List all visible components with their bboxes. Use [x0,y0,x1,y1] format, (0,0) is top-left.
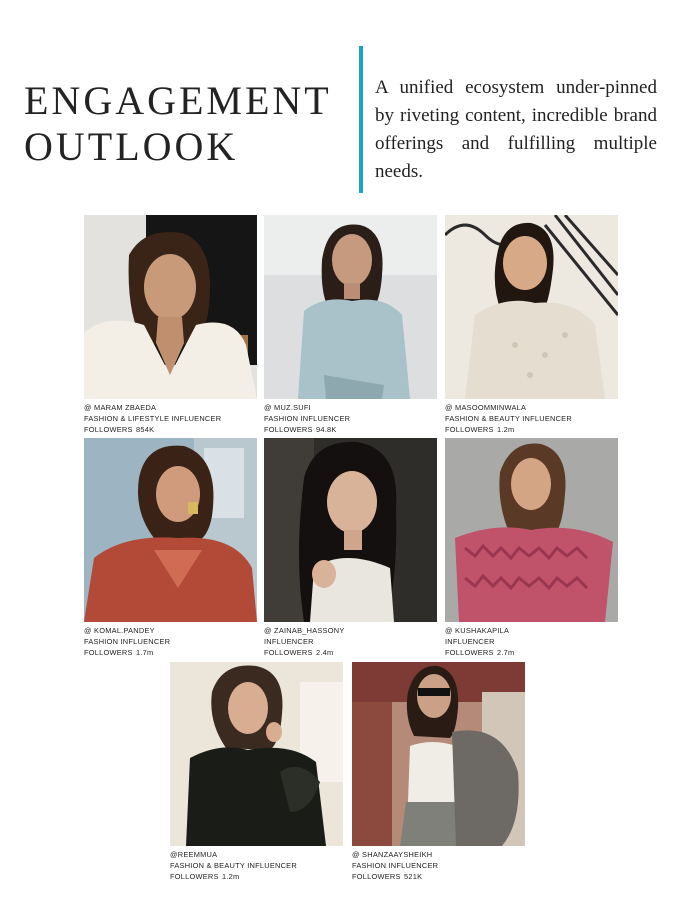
influencer-category: FASHION & LIFESTYLE INFLUENCER [84,414,222,423]
followers-count: 521K [404,872,423,881]
influencer-handle: @ KOMAL.PANDEY [84,626,155,635]
followers-label: FOLLOWERS [445,425,494,434]
influencer-card[interactable] [445,438,618,658]
influencer-photo[interactable] [84,438,257,622]
followers-count: 1.2m [497,425,515,434]
influencer-handle: @ MUZ.SUFI [264,403,311,412]
influencer-photo[interactable] [264,438,437,622]
influencer-card[interactable] [264,215,437,435]
followers-label: FOLLOWERS [264,425,313,434]
influencer-photo[interactable] [84,215,257,399]
tagline: A unified ecosystem under-pinned by riveting content, incredible brand offerings and fulfilling multiple needs. [375,77,657,182]
influencer-handle: @ MARAM ZBAEDA [84,403,157,412]
followers-label: FOLLOWERS [84,425,133,434]
followers-count: 2.7m [497,648,515,657]
influencer-category: FASHION INFLUENCER [352,861,439,870]
followers-label: FOLLOWERS [264,648,313,657]
followers-count: 854K [136,425,155,434]
accent-divider [359,46,363,193]
influencer-photo[interactable] [352,662,525,846]
influencer-category: INFLUENCER [445,637,495,646]
influencer-category: FASHION INFLUENCER [84,637,171,646]
influencer-category: FASHION INFLUENCER [264,414,351,423]
followers-count: 1.7m [136,648,154,657]
influencer-photo[interactable] [445,438,618,622]
influencer-handle: @ MASOOMMINWALA [445,403,527,412]
influencer-card[interactable] [170,662,343,882]
influencer-category: INFLUENCER [264,637,314,646]
influencer-card[interactable] [84,215,257,435]
followers-label: FOLLOWERS [170,872,219,881]
influencer-photo[interactable] [170,662,343,846]
influencer-category: FASHION & BEAUTY INFLUENCER [445,414,572,423]
influencer-card[interactable] [84,438,257,658]
influencer-card[interactable] [352,662,525,882]
influencer-handle: @ ZAINAB_HASSONY [264,626,345,635]
followers-count: 1.2m [222,872,240,881]
followers-label: FOLLOWERS [84,648,133,657]
influencer-handle: @REEMMUA [170,850,218,859]
influencer-handle: @ SHANZAAYSHEIKH [352,850,433,859]
title-line-2: OUTLOOK [24,124,239,169]
influencer-photo[interactable] [445,215,618,399]
influencer-photo[interactable] [264,215,437,399]
influencer-card[interactable] [445,215,618,435]
followers-label: FOLLOWERS [352,872,401,881]
influencer-handle: @ KUSHAKAPILA [445,626,510,635]
page-title [24,78,354,170]
title-line-1: ENGAGEMENT [24,78,332,123]
followers-count: 94.8K [316,425,337,434]
followers-count: 2.4m [316,648,334,657]
influencer-category: FASHION & BEAUTY INFLUENCER [170,861,297,870]
influencer-card[interactable] [264,438,437,658]
followers-label: FOLLOWERS [445,648,494,657]
